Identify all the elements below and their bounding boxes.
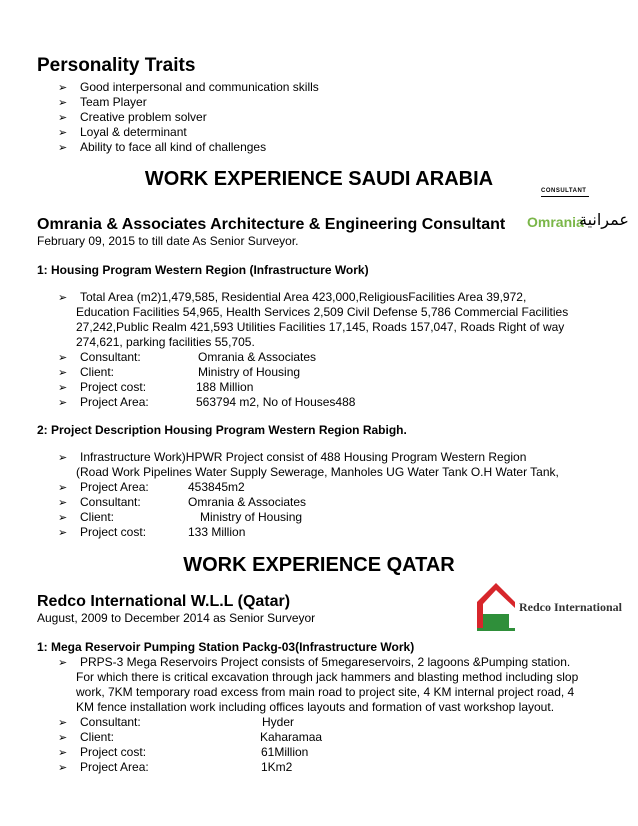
list-item: ➢ Creative problem solver xyxy=(58,110,207,124)
list-item-continuation: Education Facilities 54,965, Health Services 2,509 Civil Defense 5,786 Commercial Facilities xyxy=(76,305,569,319)
arrow-bullet-icon: ➢ xyxy=(58,397,68,409)
list-item: ➢ Loyal & determinant xyxy=(58,125,187,139)
arrow-bullet-icon: ➢ xyxy=(58,452,68,464)
list-item: ➢ Project Area: 563794 m2, No of Houses488 xyxy=(58,395,356,409)
company-name-omrania: Omrania & Associates Architecture & Engineering Consultant xyxy=(37,216,506,233)
list-item: ➢ Total Area (m2)1,479,585, Residential Area 423,000,ReligiousFacilities Area 39,972, xyxy=(58,290,527,304)
section-title-qatar: WORK EXPERIENCE QATAR xyxy=(183,554,455,576)
arrow-bullet-icon: ➢ xyxy=(58,717,68,729)
company-name-redco: Redco International W.L.L (Qatar) xyxy=(37,593,291,610)
list-item-continuation: 274,621, parking facilities 55,705. xyxy=(76,335,255,349)
list-item: ➢ Project cost: 188 Million xyxy=(58,380,254,394)
project-title-2: 2: Project Description Housing Program Western Region Rabigh. xyxy=(37,423,407,437)
omrania-logo: CONSULTANT Omrania عمرانية xyxy=(527,188,629,230)
list-item: ➢ Client: Kaharamaa xyxy=(58,730,323,744)
redco-logo: Redco International xyxy=(473,578,613,633)
arrow-bullet-icon: ➢ xyxy=(58,482,68,494)
arrow-bullet-icon: ➢ xyxy=(58,112,68,124)
list-item-continuation: For which there is critical excavation through jack hammers and blasting method including slop xyxy=(76,670,579,684)
arrow-bullet-icon: ➢ xyxy=(58,127,68,139)
arrow-bullet-icon: ➢ xyxy=(58,97,68,109)
employment-period-omrania: February 09, 2015 to till date As Senior Surveyor. xyxy=(37,234,299,248)
arrow-bullet-icon: ➢ xyxy=(58,657,68,669)
project-title-qatar-1: 1: Mega Reservoir Pumping Station Packg-03(Infrastructure Work) xyxy=(37,640,415,654)
arrow-bullet-icon: ➢ xyxy=(58,732,68,744)
redco-house-icon xyxy=(473,578,519,633)
arrow-bullet-icon: ➢ xyxy=(58,527,68,539)
arrow-bullet-icon: ➢ xyxy=(58,142,68,154)
list-item: ➢ Project Area: 453845m2 xyxy=(58,480,245,494)
list-item: ➢ Client: Ministry of Housing xyxy=(58,510,303,524)
arrow-bullet-icon: ➢ xyxy=(58,747,68,759)
list-item-continuation: KM fence installation work including offices layouts and formation of vast workshop layout. xyxy=(76,700,555,714)
section-title-saudi: WORK EXPERIENCE SAUDI ARABIA xyxy=(144,168,494,190)
arrow-bullet-icon: ➢ xyxy=(58,82,68,94)
arrow-bullet-icon: ➢ xyxy=(58,762,68,774)
arrow-bullet-icon: ➢ xyxy=(58,367,68,379)
list-item: ➢ PRPS-3 Mega Reservoirs Project consists of 5megareservoirs, 2 lagoons &Pumping station. xyxy=(58,655,571,669)
project-title-1: 1: Housing Program Western Region (Infrastructure Work) xyxy=(37,263,369,277)
list-item: ➢ Consultant: Omrania & Associates xyxy=(58,350,317,364)
list-item: ➢ Consultant: Omrania & Associates xyxy=(58,495,307,509)
list-item: ➢ Project Area: 1Km2 xyxy=(58,760,293,774)
arrow-bullet-icon: ➢ xyxy=(58,512,68,524)
arrow-bullet-icon: ➢ xyxy=(58,352,68,364)
employment-period-redco: August, 2009 to December 2014 as Senior Surveyor xyxy=(37,611,316,625)
list-item: ➢ Consultant: Hyder xyxy=(58,715,295,729)
list-item: ➢ Project cost: 61Million xyxy=(58,745,309,759)
arrow-bullet-icon: ➢ xyxy=(58,497,68,509)
list-item: ➢ Infrastructure Work)HPWR Project consist of 488 Housing Program Western Region xyxy=(58,450,527,464)
list-item: ➢ Client: Ministry of Housing xyxy=(58,365,301,379)
list-item-continuation: work, 7KM temporary road excess from main road to project site, 4 KM internal project road, 4 xyxy=(76,685,575,699)
arrow-bullet-icon: ➢ xyxy=(58,382,68,394)
list-item: ➢ Project cost: 133 Million xyxy=(58,525,246,539)
arrow-bullet-icon: ➢ xyxy=(58,292,68,304)
list-item: ➢ Ability to face all kind of challenges xyxy=(58,140,267,154)
list-item: ➢ Team Player xyxy=(58,95,147,109)
list-item-continuation: (Road Work Pipelines Water Supply Sewerage, Manholes UG Water Tank O.H Water Tank, xyxy=(76,465,559,479)
list-item: ➢ Good interpersonal and communication skills xyxy=(58,80,319,94)
list-item-continuation: 27,242,Public Realm 421,593 Utilities Facilities 17,145, Roads 157,047, Roads Right of way xyxy=(76,320,565,334)
personality-heading: Personality Traits xyxy=(37,55,196,76)
